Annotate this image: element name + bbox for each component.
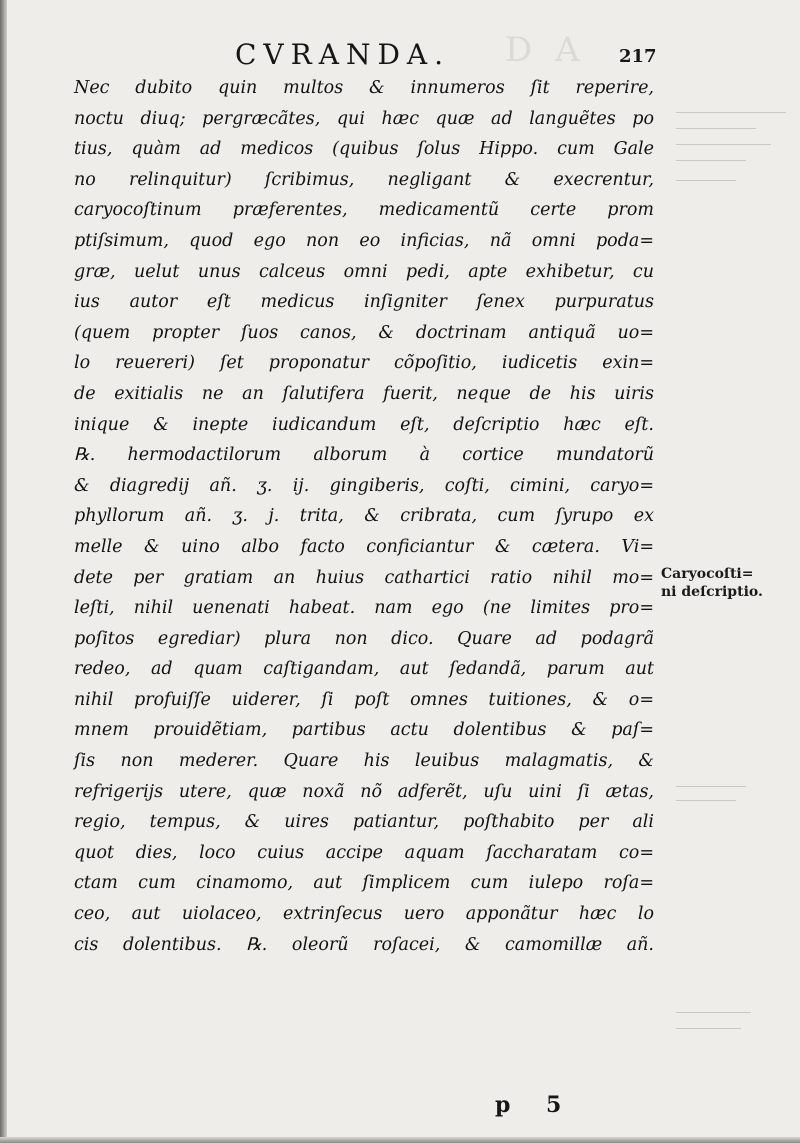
show-through-line — [676, 112, 786, 113]
text-line: lo reuereri) ſet proponatur cõpoſitio, iudicetis exin= — [74, 353, 654, 374]
text-line: caryocoſtinum præferentes, medicamentũ certe prom — [74, 200, 654, 221]
show-through-line — [676, 800, 736, 801]
show-through-line — [676, 180, 736, 181]
text-line: no relinquitur) ſcribimus, negligant & execrentur, — [74, 169, 654, 190]
text-line: Nec dubito quin multos & innumeros ſit reperire, — [74, 78, 654, 98]
show-through-line — [676, 786, 746, 787]
text-line: & diagredij añ. ʒ. ij. gingiberis, coſti, cimini, caryo= — [74, 475, 654, 496]
text-line: dete per gratiam an huius cathartici ratio nihil mo= — [74, 567, 654, 588]
text-line: nihil profuiſſe uiderer, ſi poſt omnes tuitiones, & o= — [74, 689, 654, 710]
text-line: ſis non mederer. Quare his leuibus malagmatis, & — [74, 751, 654, 772]
text-line: ℞. hermodactilorum alborum à cortice mundatorũ — [74, 445, 654, 466]
signature-mark: p 5 — [495, 1092, 576, 1118]
text-line: de exitialis ne an ſalutifera fuerit, neque de his uiris — [74, 383, 654, 404]
show-through-heading: D A — [505, 30, 586, 70]
show-through-line — [676, 128, 756, 129]
show-through-line — [676, 1028, 741, 1029]
page-bottom-edge — [0, 1137, 800, 1143]
text-line: phyllorum añ. ʒ. j. trita, & cribrata, cum ſyrupo ex — [74, 506, 654, 527]
page-gutter-shadow — [0, 0, 7, 1143]
text-line: redeo, ad quam caſtigandam, aut ſedandã, parum aut — [74, 659, 654, 680]
show-through-line — [676, 1012, 751, 1013]
page-number: 217 — [619, 46, 657, 67]
text-line: ceo, aut uiolaceo, extrinſecus uero apponãtur hæc lo — [74, 904, 654, 925]
text-line: refrigerijs utere, quæ noxã nõ adferẽt, uſu uini ſi ætas, — [74, 781, 654, 802]
text-line: quot dies, loco cuius accipe aquam ſaccharatam co= — [74, 842, 654, 863]
text-line: leſti, nihil uenenati habeat. nam ego (ne limites pro= — [74, 598, 654, 619]
text-line: cis dolentibus. ℞. oleorũ roſacei, & camomillæ añ. — [74, 934, 654, 955]
text-line: tius, quàm ad medicos (quibus ſolus Hippo. cum Gale — [74, 139, 654, 160]
text-line: regio, tempus, & uires patiantur, poſthabito per ali — [74, 812, 654, 833]
text-line: poſitos egrediar) plura non dico. Quare ad podagrã — [74, 628, 654, 649]
running-head: CVRANDA. — [235, 38, 451, 71]
text-line: melle & uino albo facto conficiantur & cætera. Vi= — [74, 536, 654, 557]
marginal-note-line: ni deſcriptio. — [661, 584, 763, 600]
marginal-note — [661, 565, 796, 601]
text-line: ptiſsimum, quod ego non eo inficias, nã omni poda= — [74, 230, 654, 251]
text-line: ctam cum cinamomo, aut ſimplicem cum iulepo roſa= — [74, 873, 654, 894]
marginal-note-line: Caryocoſti= — [661, 566, 754, 582]
body-text — [74, 73, 654, 960]
text-line: mnem prouidẽtiam, partibus actu dolentibus & paſ= — [74, 720, 654, 741]
text-line: noctu diuq; pergræcãtes, qui hæc quæ ad languẽtes po — [74, 108, 654, 129]
text-line: (quem propter ſuos canos, & doctrinam antiquã uo= — [74, 322, 654, 343]
show-through-line — [676, 160, 746, 161]
text-line: ius autor eſt medicus inſigniter ſenex purpuratus — [74, 292, 654, 313]
text-line: græ, uelut unus calceus omni pedi, apte exhibetur, cu — [74, 261, 654, 282]
show-through-line — [676, 144, 771, 145]
text-line: inique & inepte iudicandum eſt, deſcriptio hæc eſt. — [74, 414, 654, 435]
